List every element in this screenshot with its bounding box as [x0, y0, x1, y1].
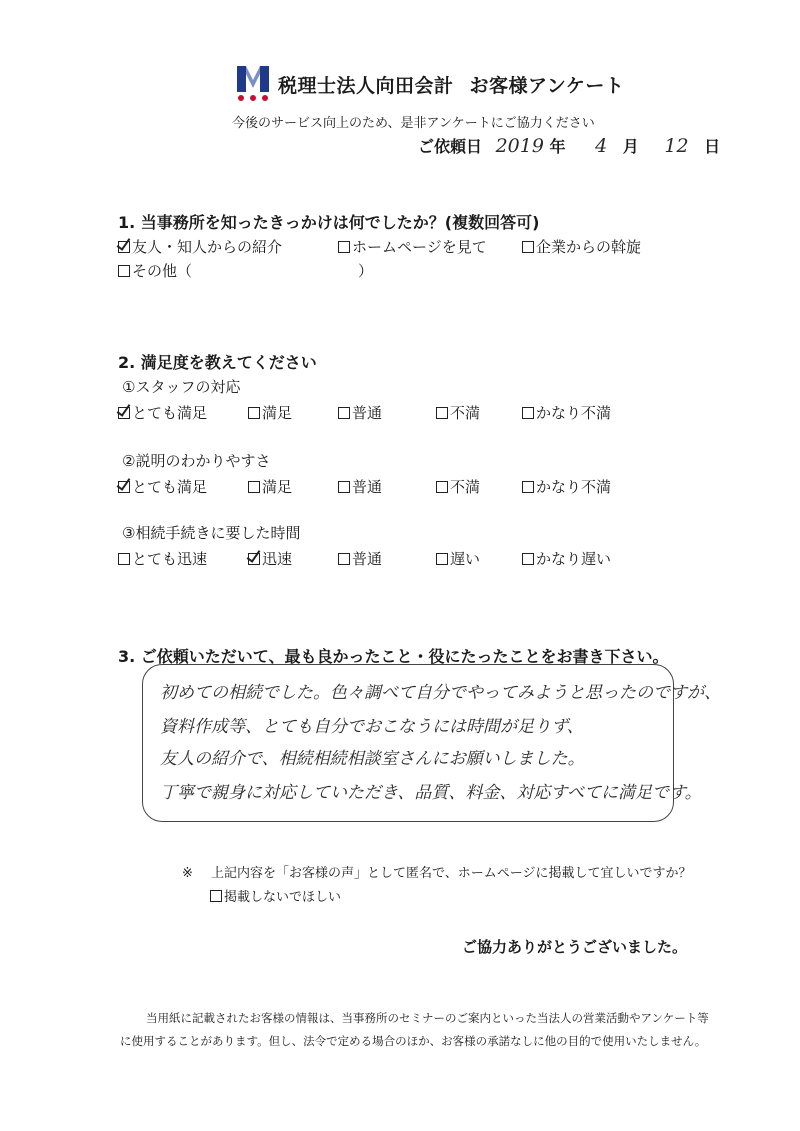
- checkbox-checked-icon[interactable]: [118, 481, 130, 493]
- option-label: 満足: [262, 478, 293, 496]
- q1-option-label: その他（: [132, 262, 193, 280]
- q2c-option[interactable]: [338, 548, 382, 569]
- q2a-option[interactable]: [522, 402, 611, 423]
- checkbox-icon[interactable]: [210, 890, 222, 902]
- q2-section-title: ③相続手続きに要した時間: [122, 524, 301, 542]
- q2b-option[interactable]: [118, 476, 207, 497]
- option-label: とても迅速: [132, 550, 208, 568]
- checkbox-icon[interactable]: [338, 553, 350, 565]
- q1-other-close: ）: [358, 262, 374, 280]
- checkbox-icon[interactable]: [338, 241, 350, 253]
- consent-text: 上記内容を「お客様の声」として匿名で、ホームページに掲載して宜しいですか？: [211, 866, 692, 881]
- consent-option-label: 掲載しないでほしい: [224, 890, 342, 905]
- checkbox-checked-icon[interactable]: [248, 553, 260, 565]
- subtitle: 今後のサービス向上のため、是非アンケートにご協力ください: [232, 116, 595, 131]
- checkbox-icon[interactable]: [436, 481, 448, 493]
- q2b-option[interactable]: [338, 476, 382, 497]
- checkbox-icon[interactable]: [436, 553, 448, 565]
- day-field[interactable]: 12: [664, 135, 689, 157]
- q1-option-label: ホームページを見て: [352, 238, 487, 256]
- footer-line: 当用紙に記載されたお客様の情報は、当事務所のセミナーのご案内といった当法人の営業活動やアンケート等: [146, 1011, 709, 1025]
- q2c-option[interactable]: [248, 548, 292, 569]
- consent-option[interactable]: [210, 886, 341, 905]
- checkbox-icon[interactable]: [248, 481, 260, 493]
- q1-option-label: 友人・知人からの紹介: [132, 238, 283, 256]
- q1-option-label: 企業からの斡旋: [536, 238, 642, 256]
- q2a-option[interactable]: [436, 402, 480, 423]
- q1-option-other[interactable]: [118, 260, 192, 281]
- month-field[interactable]: 4: [595, 135, 608, 157]
- checkbox-icon[interactable]: [436, 407, 448, 419]
- q2a-option[interactable]: [118, 402, 207, 423]
- closing-message: ご協力ありがとうございました。: [462, 938, 688, 956]
- checkbox-icon[interactable]: [338, 407, 350, 419]
- q2-question: 2. 満足度を教えてください: [118, 353, 317, 372]
- note-mark: ※: [182, 866, 193, 881]
- option-label: 迅速: [262, 550, 293, 568]
- year-field[interactable]: 2019: [495, 135, 544, 157]
- checkbox-icon[interactable]: [338, 481, 350, 493]
- q2a-option[interactable]: [338, 402, 382, 423]
- option-label: かなり遅い: [536, 550, 612, 568]
- q2c-option[interactable]: [436, 548, 480, 569]
- q2-section-title: ①スタッフの対応: [122, 378, 241, 396]
- month-unit: 月: [622, 137, 639, 156]
- q2-section-title: ②説明のわかりやすさ: [122, 452, 271, 470]
- checkbox-icon[interactable]: [248, 407, 260, 419]
- date-label: ご依頼日: [418, 137, 483, 156]
- q2b-option[interactable]: [248, 476, 292, 497]
- option-label: 不満: [450, 478, 481, 496]
- comment-line: 初めての相続でした。色々調べて自分でやってみようと思ったのですが、: [160, 683, 721, 703]
- page-title: [278, 71, 624, 98]
- option-label: かなり不満: [536, 404, 612, 422]
- q2c-option[interactable]: [522, 548, 611, 569]
- survey-title: お客様アンケート: [469, 75, 625, 97]
- checkbox-icon[interactable]: [522, 553, 534, 565]
- option-label: 普通: [352, 404, 383, 422]
- checkbox-checked-icon[interactable]: [118, 407, 130, 419]
- checkbox-icon[interactable]: [522, 481, 534, 493]
- q3-question: 3. ご依頼いただいて、最も良かったこと・役にたったことをお書き下さい。: [118, 647, 669, 666]
- comment-line: 資料作成等、とても自分でおこなうには時間が足りず、: [160, 717, 584, 737]
- option-label: かなり不満: [536, 478, 612, 496]
- date-row: [418, 134, 720, 157]
- option-label: 普通: [352, 550, 383, 568]
- q1-option-homepage[interactable]: [338, 236, 487, 257]
- q1-option-company[interactable]: [522, 236, 641, 257]
- checkbox-icon[interactable]: [118, 265, 130, 277]
- q2b-option[interactable]: [436, 476, 480, 497]
- q1-option-friend[interactable]: [118, 236, 282, 257]
- option-label: 満足: [262, 404, 293, 422]
- q2a-option[interactable]: [248, 402, 292, 423]
- q1-question: 1. 当事務所を知ったきっかけは何でしたか？(複数回答可): [118, 213, 540, 232]
- checkbox-checked-icon[interactable]: [118, 241, 130, 253]
- year-unit: 年: [549, 137, 566, 156]
- checkbox-icon[interactable]: [522, 241, 534, 253]
- day-unit: 日: [704, 137, 721, 156]
- checkbox-icon[interactable]: [522, 407, 534, 419]
- consent-row: [182, 862, 692, 881]
- checkbox-icon[interactable]: [118, 553, 130, 565]
- firm-name: 税理士法人向田会計: [278, 75, 454, 97]
- option-label: とても満足: [132, 478, 208, 496]
- footer-line: に使用することがあります。但し、法令で定める場合のほか、お客様の承諾なしに他の目的で使用いたしません。: [120, 1034, 707, 1048]
- option-label: 普通: [352, 478, 383, 496]
- q2b-option[interactable]: [522, 476, 611, 497]
- comment-line: 丁寧で親身に対応していただき、品質、料金、対応すべてに満足です。: [160, 783, 702, 803]
- option-label: とても満足: [132, 404, 208, 422]
- firm-logo: [236, 62, 270, 102]
- option-label: 不満: [450, 404, 481, 422]
- q2c-option[interactable]: [118, 548, 207, 569]
- comment-line: 友人の紹介で、相続相続相談室さんにお願いしました。: [160, 749, 585, 769]
- option-label: 遅い: [450, 550, 481, 568]
